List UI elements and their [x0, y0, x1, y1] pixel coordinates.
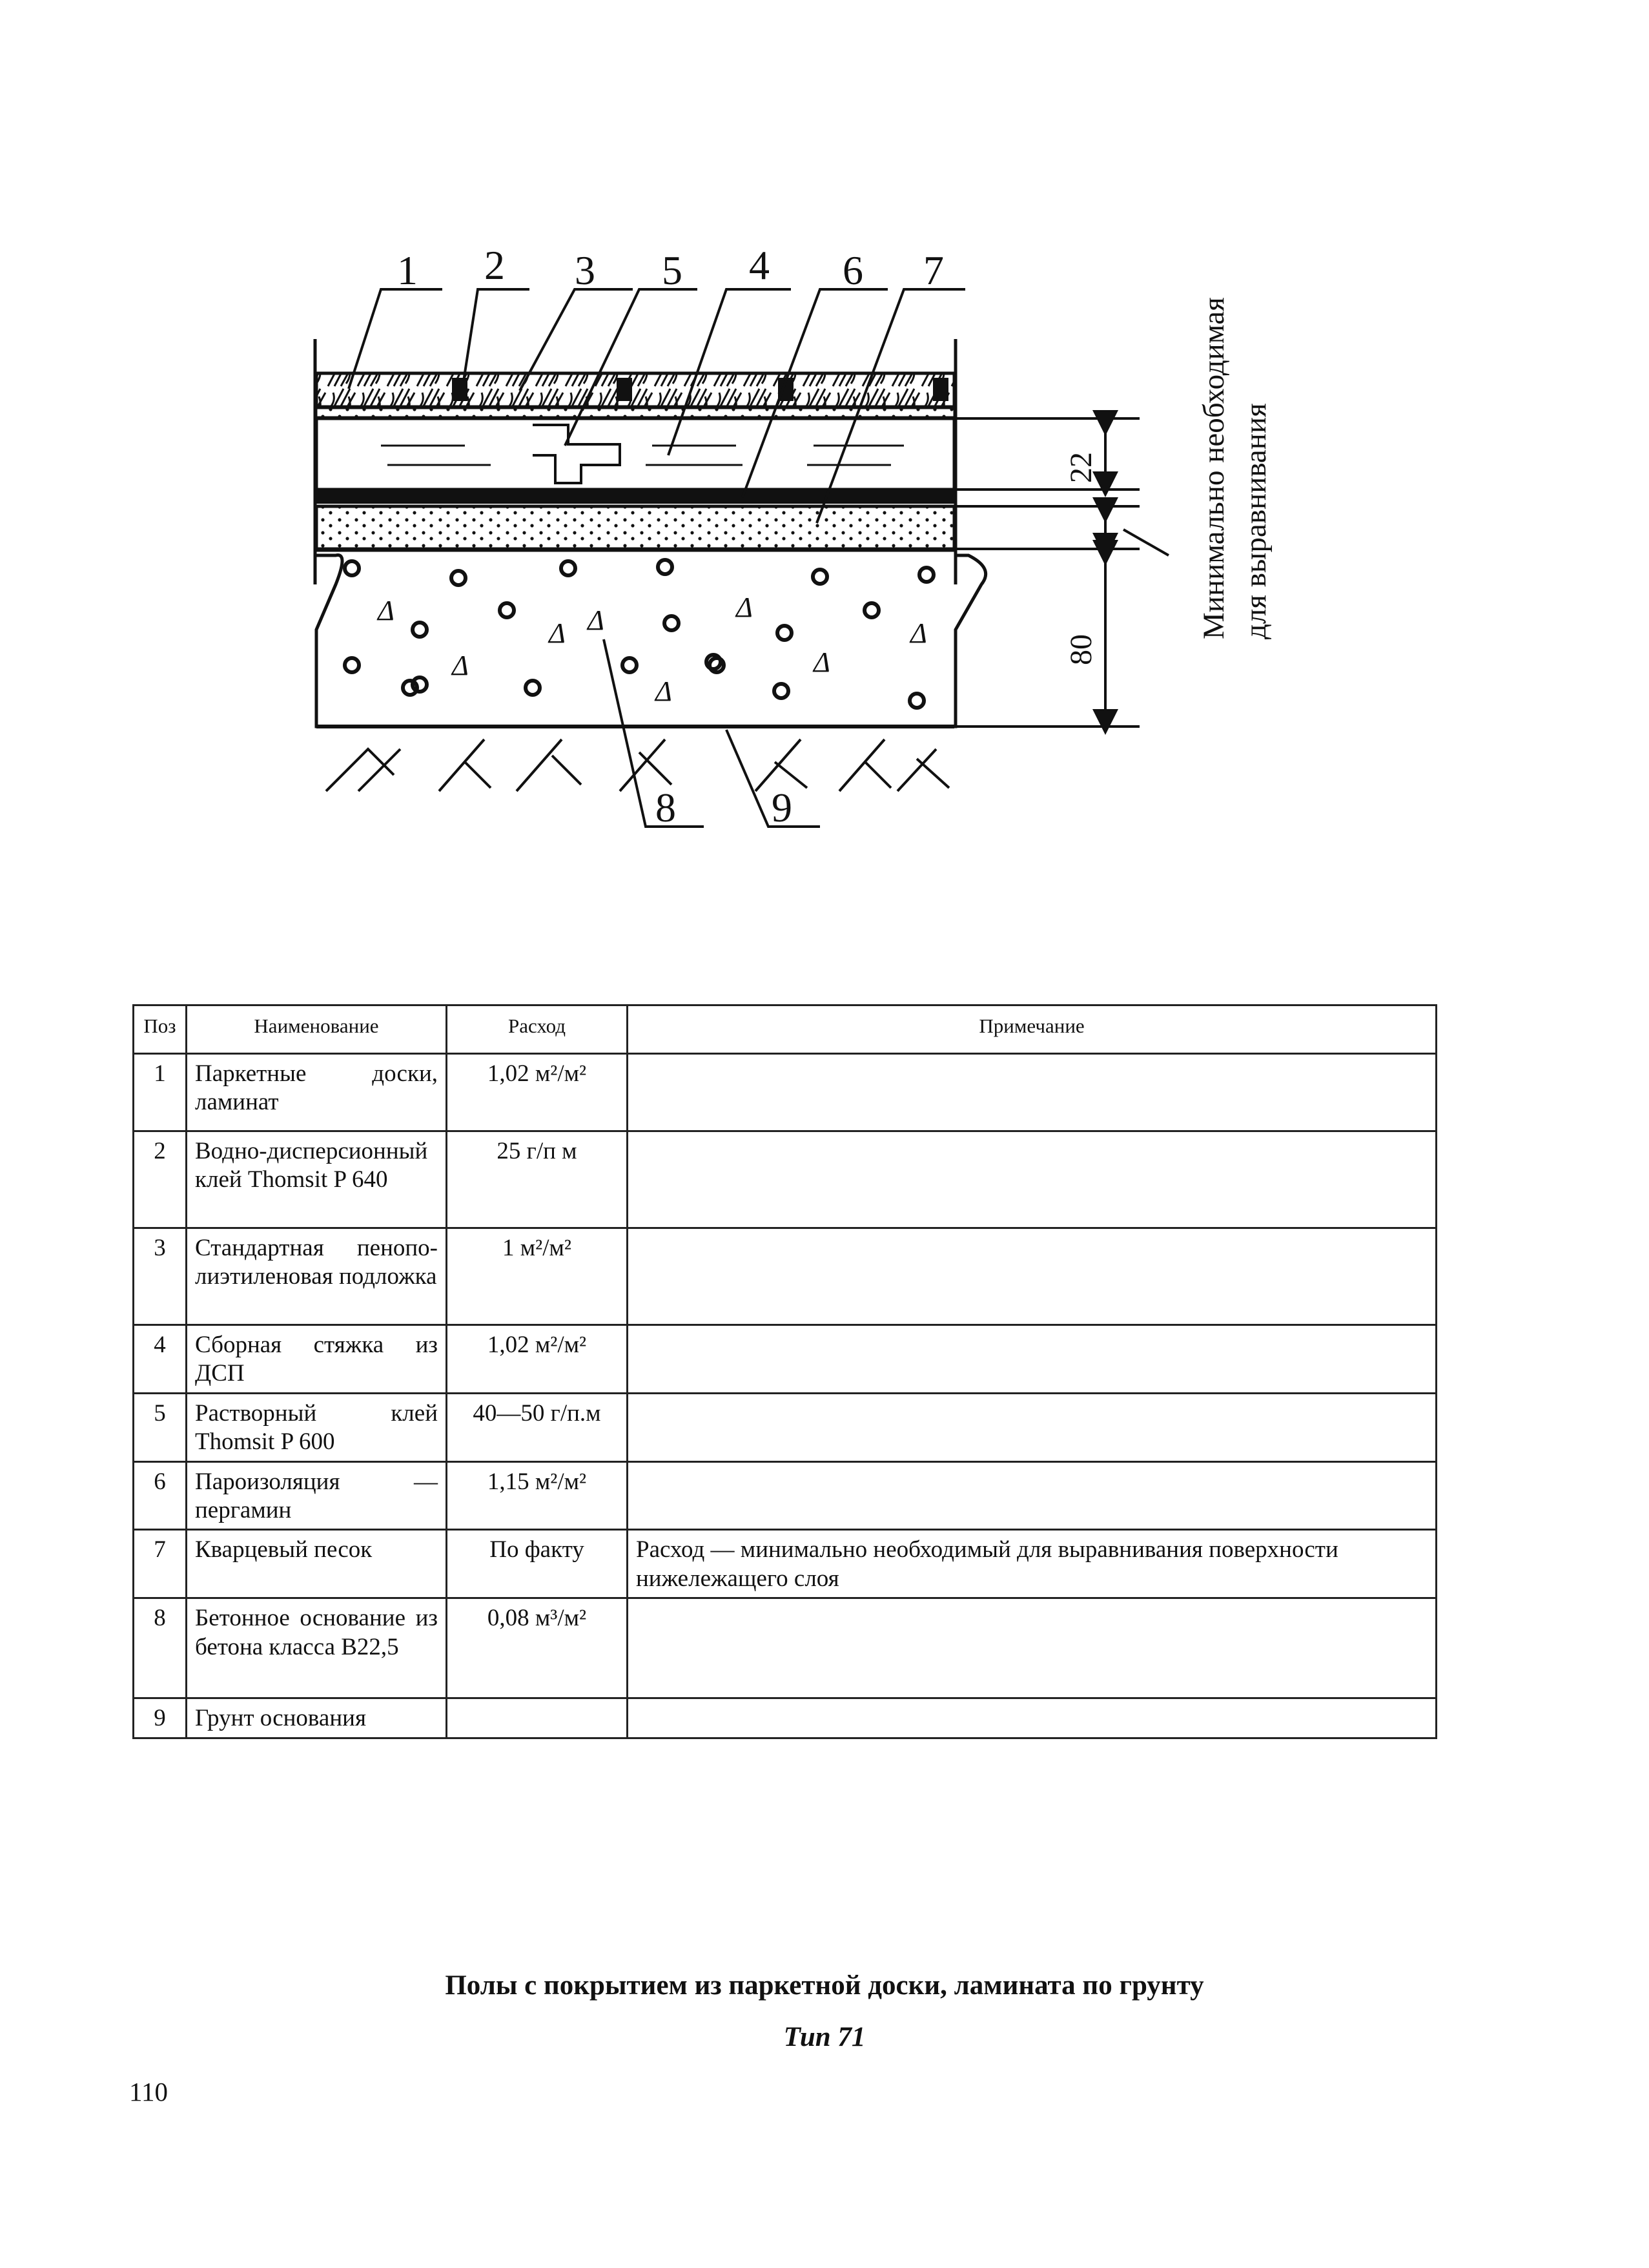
table-row: [134, 1228, 1437, 1325]
svg-text:Δ: Δ: [549, 617, 566, 649]
row-pos: 4: [134, 1325, 187, 1394]
dimension-lines: [956, 418, 1169, 727]
row-name: Пароизоляция — пергамин: [187, 1461, 447, 1530]
row-note: Расход — минимально необходимый для выравнивания поверхности нижележащего слоя: [628, 1530, 1437, 1598]
sand-layer: [316, 506, 954, 549]
row-note: [628, 1393, 1437, 1461]
page-number: 110: [129, 2077, 168, 2107]
callout-6: 6: [843, 247, 863, 293]
callout-9: 9: [772, 785, 792, 830]
row-usage: По факту: [447, 1530, 628, 1598]
chipboard-layer: [316, 418, 954, 490]
concrete-layer: [316, 550, 986, 727]
floor-section-drawing: [0, 0, 1649, 904]
row-usage: 40—50 г/п.м: [447, 1393, 628, 1461]
row-usage: 1 м²/м²: [447, 1228, 628, 1325]
table-row: [134, 1054, 1437, 1131]
figure-caption: Полы с покрытием из паркетной доски, ламината по грунту: [445, 1970, 1204, 2001]
callout-7: 7: [923, 247, 944, 293]
svg-text:Δ: Δ: [588, 604, 604, 636]
svg-text:Δ: Δ: [814, 646, 830, 678]
row-note: [628, 1698, 1437, 1738]
materials-table: [132, 1004, 1437, 1739]
side-note-line-1: Минимально необходимая: [1197, 297, 1231, 639]
row-usage: 1,02 м²/м²: [447, 1054, 628, 1131]
row-name: Растворный клей Thomsit P 600: [187, 1393, 447, 1461]
callout-3: 3: [575, 247, 595, 293]
vapour-barrier-layer: [316, 491, 954, 504]
parquet-layer: [316, 373, 954, 407]
table-row: [134, 1393, 1437, 1461]
table-row: [134, 1698, 1437, 1738]
row-name: Кварцевый песок: [187, 1530, 447, 1598]
dimension-22: 22: [1064, 452, 1098, 483]
row-pos: 3: [134, 1228, 187, 1325]
callout-2: 2: [484, 242, 505, 288]
row-pos: 8: [134, 1598, 187, 1698]
row-name: Водно-дисперсионный клей Thomsit P 640: [187, 1131, 447, 1228]
row-pos: 7: [134, 1530, 187, 1598]
table-row: [134, 1461, 1437, 1530]
row-note: [628, 1054, 1437, 1131]
svg-text:Δ: Δ: [452, 650, 469, 681]
row-note: [628, 1228, 1437, 1325]
row-pos: 5: [134, 1393, 187, 1461]
row-note: [628, 1131, 1437, 1228]
row-usage: 1,02 м²/м²: [447, 1325, 628, 1394]
ground-hatch: [326, 739, 949, 791]
row-name: Стандартная пенополиэтиленовая подложка: [187, 1228, 447, 1325]
table-row: [134, 1530, 1437, 1598]
row-note: [628, 1325, 1437, 1394]
svg-text:Δ: Δ: [736, 592, 753, 623]
svg-text:Δ: Δ: [910, 617, 927, 649]
row-usage: 1,15 м²/м²: [447, 1461, 628, 1530]
row-name: Грунт основания: [187, 1698, 447, 1738]
row-note: [628, 1598, 1437, 1698]
row-name: Паркетные доски, ламинат: [187, 1054, 447, 1131]
callout-5: 5: [662, 247, 682, 293]
side-note-line-2: для выравнивания: [1239, 403, 1273, 639]
table-row: [134, 1131, 1437, 1228]
header-name: Наименование: [187, 1005, 447, 1054]
svg-text:Δ: Δ: [655, 675, 672, 707]
row-pos: 2: [134, 1131, 187, 1228]
svg-text:Δ: Δ: [378, 595, 394, 626]
header-usage: Расход: [447, 1005, 628, 1054]
dimension-80: 80: [1064, 634, 1098, 665]
callout-4: 4: [749, 242, 770, 288]
header-pos: Поз: [134, 1005, 187, 1054]
row-note: [628, 1461, 1437, 1530]
callout-1: 1: [397, 247, 418, 293]
type-label: Тип 71: [783, 2022, 866, 2052]
row-name: Сборная стяжка из ДСП: [187, 1325, 447, 1394]
table-header-row: [134, 1005, 1437, 1054]
header-note: Примечание: [628, 1005, 1437, 1054]
row-usage: [447, 1698, 628, 1738]
row-pos: 9: [134, 1698, 187, 1738]
row-usage: 25 г/п м: [447, 1131, 628, 1228]
row-usage: 0,08 м³/м²: [447, 1598, 628, 1698]
row-pos: 1: [134, 1054, 187, 1131]
row-pos: 6: [134, 1461, 187, 1530]
callout-8: 8: [655, 785, 676, 830]
table-row: [134, 1598, 1437, 1698]
table-row: [134, 1325, 1437, 1394]
callout-leaders: [349, 289, 965, 827]
row-name: Бетонное основание из бетона класса B22,5: [187, 1598, 447, 1698]
